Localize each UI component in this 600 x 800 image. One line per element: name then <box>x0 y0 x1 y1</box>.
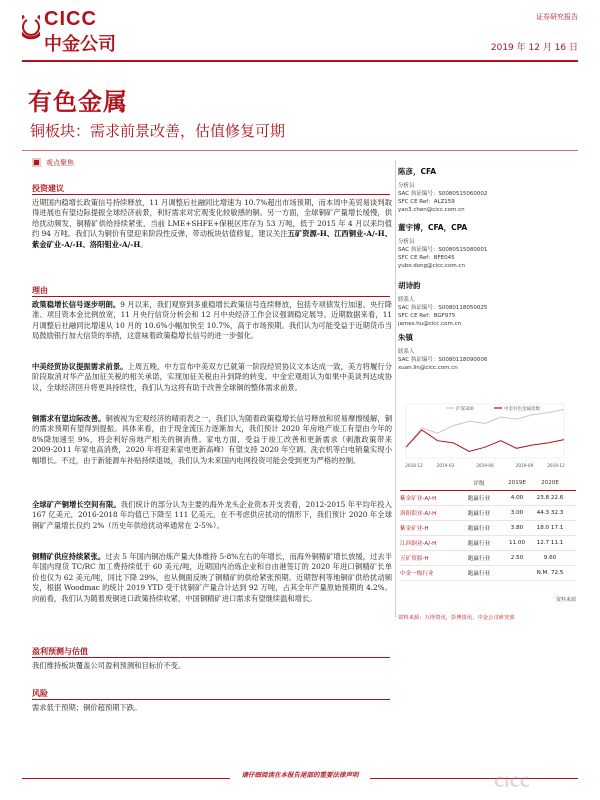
table-cell-value: 23.8 22.6 <box>536 495 564 501</box>
table-cell-value: 44.3 32.3 <box>536 510 564 516</box>
analyst-name: 胡诗韵 <box>398 281 421 290</box>
report-subtitle: 铜板块：需求前景改善，估值修复可期 <box>30 122 286 140</box>
table-row <box>400 506 576 521</box>
table-cell-name: 江西铜业-A/-H <box>400 541 437 547</box>
doc-type-label: 观点聚焦 <box>46 159 74 167</box>
table-cell-rating: 跑赢行业 <box>467 496 491 502</box>
table-cell-value: 12.7 11.1 <box>536 540 564 546</box>
chart-x-tick-label: 2019-09 <box>515 463 534 468</box>
reason-paragraph-supply: 全球矿产铜增长空间有限。我们统计的部分认为主要的海外龙头企业资本开支表看，2012-2015 年平均年投入 167 亿美元，2016-2018 年均值已下降至 111 亿美元，在不考虑供应扰动的情形下，我们预计 2020 年全球铜矿产量增长仅约 2%（历史年供给扰动率通常在 2-5%）。 <box>32 500 392 530</box>
analyst-email[interactable]: james.hu@cicc.com.cn <box>398 321 462 327</box>
table-cell-rating: 跑赢行业 <box>467 571 491 577</box>
table-row <box>400 521 576 536</box>
legal-disclaimer-notice[interactable]: 请仔细阅读在本报告尾部的重要法律声明 <box>241 771 359 779</box>
analyst-sfc: SFC CE Ref：ALZ159 <box>398 199 455 205</box>
table-row <box>400 536 576 551</box>
section-heading-reasons: 理由 <box>32 286 48 295</box>
doc-type-icon <box>32 158 41 167</box>
chart-x-tick-label: 2019-12 <box>547 463 565 468</box>
reason-paragraph-policy: 政策稳增长信号逐步明朗。9 月以来，我们观察到多重稳增长政策信号连续释放，包括专项债发行加速、央行降准、项目资本金比例放宽，11 月央行信贷分析会和 12 月中央经济工作会议强调稳定展导。近期数据来看，11 月调整后社融同比增速从 10 月的 10.6%小幅加快至 10.7%，高于市场预期。我们认为可能受益于近期货币当局鼓励银行加大信贷的举措，这意味着政策稳增长信号的进一步强化。 <box>32 300 392 341</box>
table-row <box>400 491 576 506</box>
logo-en: CICC <box>44 8 97 30</box>
section-rule <box>32 194 390 195</box>
title-divider <box>22 150 578 151</box>
table-cell-rating: 跑赢行业 <box>467 526 491 532</box>
analyst-role: 分析员 <box>398 183 415 189</box>
table-cell-rating: 跑赢行业 <box>467 541 491 547</box>
header-divider <box>22 60 578 62</box>
analyst-role: 联系人 <box>398 297 415 303</box>
analyst-email[interactable]: xuan.lin@cicc.com.cn <box>398 365 458 371</box>
coverage-table <box>400 476 576 581</box>
table-cell-value: 4.00 <box>510 495 524 501</box>
table-cell-rating: 跑赢行业 <box>467 511 491 517</box>
table-cell-value: 2.50 <box>510 555 524 561</box>
chart-x-tick-label: 2019-03 <box>436 463 455 468</box>
chart-source-note: 资料来源：万得资讯，彭博资讯，中金公司研究部 <box>398 615 515 621</box>
table-header-cell: 2020E <box>541 480 559 486</box>
analyst-license: SAC 执证编号：S0080515080001 <box>398 247 488 253</box>
section-heading-risk: 风险 <box>32 689 48 698</box>
analyst-name: 朱镇 <box>398 333 413 342</box>
section-heading-forecast: 盈利预测与估值 <box>32 647 88 656</box>
column-divider <box>395 160 396 618</box>
chart-x-tick-label: 2019-06 <box>476 463 494 468</box>
analyst-name: 董宇博，CFA，CPA <box>398 223 468 232</box>
table-cell-value: 11.00 <box>508 540 525 546</box>
recommended-stocks: 五矿资源-H、江西铜业-A/-H、紫金矿业-A/-H、洛阳钼业-A/-H <box>32 229 392 249</box>
table-cell-name: 洛阳钼业-A/-H <box>400 511 437 517</box>
table-row <box>400 566 576 581</box>
analyst-card <box>398 166 578 214</box>
analyst-sfc: SFC CE Ref：BFE045 <box>398 255 455 261</box>
analyst-license: SAC 执证编号：S0080515060002 <box>398 191 488 197</box>
table-row <box>400 551 576 566</box>
table-cell-value: 9.60 <box>543 555 557 561</box>
analyst-sfc: SFC CE Ref：BGF975 <box>398 313 456 319</box>
analyst-role: 分析员 <box>398 239 415 245</box>
table-cell-value: 3.00 <box>510 510 524 516</box>
cicc-logo-mark-icon <box>22 10 40 50</box>
table-source: 资料来源 <box>555 597 576 603</box>
table-header-cell: 2019E <box>508 480 526 486</box>
analyst-license: SAC 执证编号：S0080118090006 <box>398 357 488 363</box>
watermark-logo: CICC <box>494 775 531 791</box>
analyst-name: 陈彦，CFA <box>398 167 437 176</box>
forecast-paragraph: 我们维持板块覆盖公司盈利预测和目标价不变。 <box>32 661 186 670</box>
table-header-row <box>400 476 576 491</box>
chart-legend-label: 中金有色金属指数 <box>504 407 540 412</box>
table-header-cell: 评级 <box>473 481 485 487</box>
section-rule <box>32 657 390 658</box>
index-performance-chart <box>402 398 568 470</box>
logo-cn: 中金公司 <box>44 34 116 55</box>
analyst-role: 联系人 <box>398 349 415 355</box>
cicc-logo <box>22 8 162 68</box>
report-date: 2019 年 12 月 16 日 <box>490 43 578 53</box>
analyst-card <box>398 222 578 270</box>
table-cell-name: 紫金矿业-H <box>400 526 429 532</box>
analyst-card <box>398 332 578 372</box>
table-cell-rating: 跑赢行业 <box>467 556 491 562</box>
chart-x-tick-label: 2018-12 <box>405 463 423 468</box>
table-cell-value: 18.0 17.1 <box>536 525 564 531</box>
table-cell-name: 中金一级行业 <box>400 571 434 577</box>
sector-title: 有色金属 <box>28 88 128 116</box>
chart-series-line-2 <box>406 430 564 452</box>
table-cell-value: N.M. 72.5 <box>536 570 564 576</box>
table-cell-name: 五矿资源-H <box>400 556 429 562</box>
reason-paragraph-concentrate: 铜精矿供应持续紧张。过去 5 年国内铜冶炼产量大体维持 5-8%左右的年增长，而海外铜精矿增长放缓，过去半年国内现货 TC/RC 加工费持续低于 60 美元/吨，近期国内冶炼企业和自由港签订的 2020 年进口铜精矿长单价也仅为 62 美元/吨，同比下降 29%，也从侧面反映了铜精矿的供给紧张预期。近期智利等地铜矿供给扰动频发，根据 Woodmac 的统计 2019 YTD 受干扰铜矿产量合计达到 92 万吨，占其全年产量原始预期的 4.2%。向前看，我们认为随着废铜进口政策持续收紧，中国铜精矿进口需求有望继续温和增长。 <box>32 552 392 603</box>
chart-series-line-1 <box>406 409 564 447</box>
reason-paragraph-demand: 铜需求有望边际改善。铜被视为宏观经济的晴雨表之一，我们认为随着政策稳增长信号释放和贸易摩擦缓解，铜的需求预期有望得到提振。具体来看，由于现金流压力逐渐加大，我们预计 2020 年房地产竣工有望由今年的 8%降加速至 9%，将会利好房地产相关的铜消费。家电方面，受益于竣工改善和更新需求（刺激政策带来 2009-2011 年家电高消费，2020 年将迎来家电更新高峰）有望支持 2020 年空调、洗衣机等白电销量实现小幅增长。不过，由于新能源车补贴持续退坡，我们认为未来国内电网投资可能会受到更为严格的控制。 <box>32 414 393 465</box>
analyst-card <box>398 280 578 328</box>
reason-paragraph-trade: 中美经贸协议提振需求前景。上周五晚，中方宣布中美双方已就第一阶段经贸协议文本达成一致，美方将履行分阶段取消对华产品加征关税的相关承诺，实现加征关税由升到降的转变。中金宏观组认为如果中美谈判达成协议，全球经济回升将更具持续性，我们认为这将有助于改善全球铜的整体需求前景。 <box>32 362 393 392</box>
section-rule <box>32 699 390 700</box>
table-cell-name: 紫金矿业-A/-H <box>400 496 437 502</box>
section-heading-investment: 投资建议 <box>32 184 64 193</box>
table-cell-value: 3.80 <box>510 525 524 531</box>
analyst-email[interactable]: yubo.dong@cicc.com.cn <box>398 263 465 269</box>
investment-paragraph: 近期国内稳增长政策信号持续释放，11 月调整后社融同比增速为 10.7%超出市场预期，而本周中美贸易谈判取得进展也有望边际提振全球经济前景，利好需求对宏观变化较敏感的铜。另一方面，全球铜矿产量增长缓慢，供给扰动频发，铜精矿供给持续紧张，当前 LME+SHFE+保税区库存为 53 万吨，低于 2015 年 4 月以来均值约 94 万吨。我们认为铜价有望迎来阶段性反弹，带动板块估值修复，建议关注五矿资源-H、江西铜业-A/-H、紫金矿业-A/-H、洛阳钼业-A/-H。 <box>32 198 392 249</box>
report-type: 证券研究报告 <box>536 13 578 21</box>
chart-legend-label: 沪深300 <box>456 407 474 412</box>
analyst-license: SAC 执证编号：S0080118050025 <box>398 305 488 311</box>
risk-paragraph: 需求低于预期；铜价超预期下跌。 <box>32 703 142 712</box>
section-rule <box>32 296 390 297</box>
analyst-email[interactable]: yan3.chen@cicc.com.cn <box>398 207 465 213</box>
